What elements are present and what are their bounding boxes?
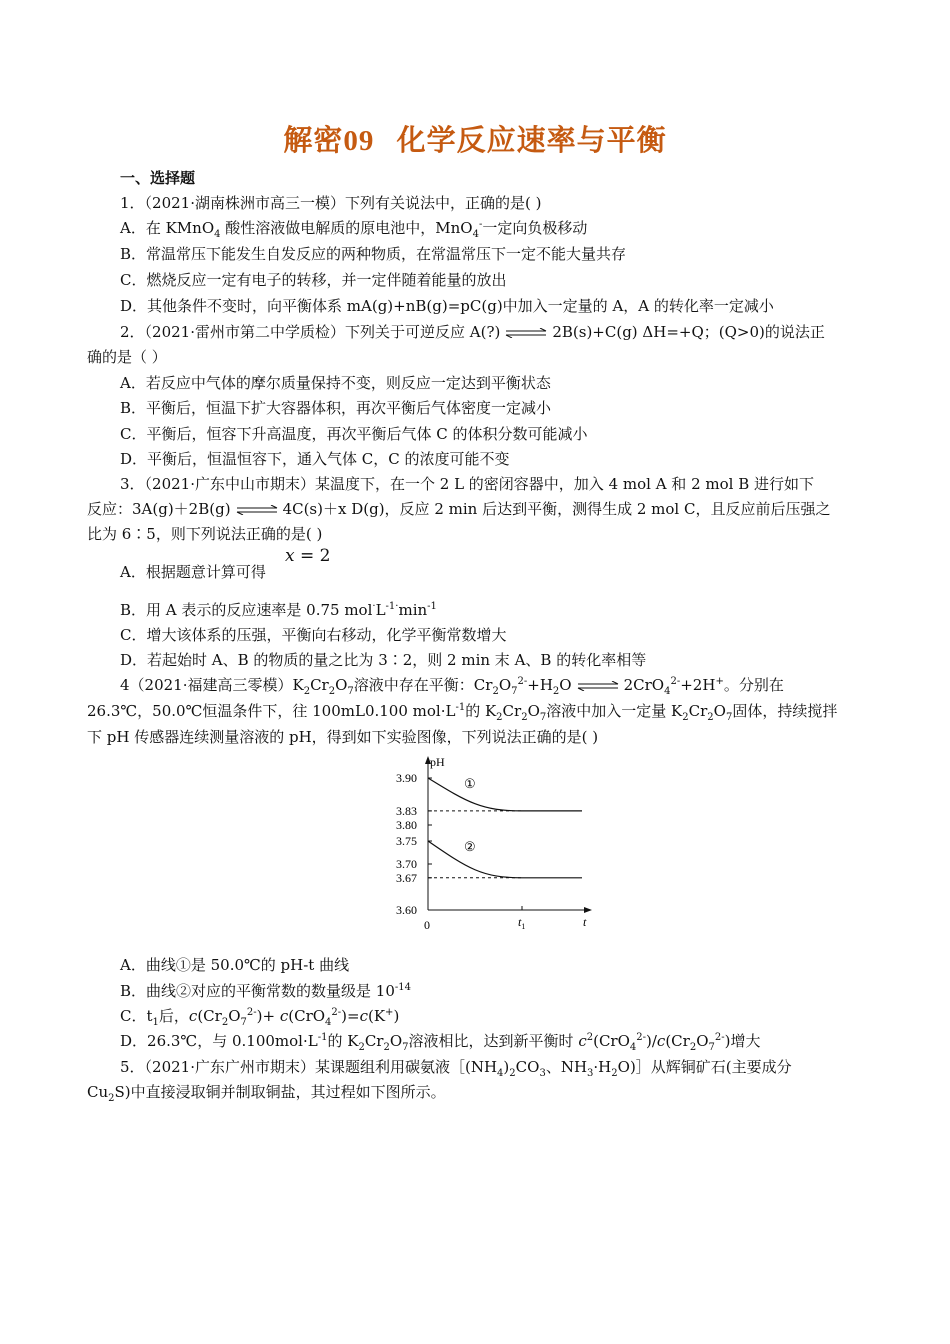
x-axis-label: t — [583, 915, 587, 929]
equilibrium-arrow-icon — [504, 328, 548, 338]
y-tick-label: 3.80 — [396, 818, 417, 832]
y-tick-label: 3.75 — [396, 834, 417, 848]
q3-option-b: B．用 A 表示的反应速率是 0.75 $mol^\cdot L^{-1\cdot}\min^{-1}$ — [120, 601, 437, 619]
q1-option-c: C．燃烧反应一定有电子的转移，并一定伴随着能量的放出 — [120, 271, 507, 289]
chart-axes — [425, 756, 592, 913]
q4-stem-line2: 26.3℃，50.0℃恒温条件下，往 100mL0.100 $mol\cdot L^{-1}$的 $K_2Cr_2O_7$溶液中加入一定量 $K_2Cr_2O_7$固体，持续搅拌 — [87, 702, 838, 723]
x-tick-label-t1: $t_1$ — [518, 915, 526, 931]
q4-stem-line3: 下 pH 传感器连续测量溶液的 pH，得到如下实验图像，下列说法正确的是( ) — [87, 728, 599, 746]
q1-option-a: A．在 KMnO$_4$ 酸性溶液做电解质的原电池中，MnO$_4$-一定向负极移动 — [120, 219, 588, 240]
q2-stem: 2．（2021·雷州市第二中学质检）下列关于可逆反应 A(?) 2B(s)+C(g) ΔH=+Q；(Q>0)的说法正 — [120, 323, 825, 341]
page-title: 解密09 化学反应速率与平衡 — [283, 123, 667, 157]
y-tick-label: 3.67 — [396, 870, 417, 885]
curve-label-2: ② — [464, 839, 476, 854]
q5-stem-line2: $Cu_2S$)中直接浸取铜并制取铜盐，其过程如下图所示。 — [87, 1083, 446, 1104]
q1-option-b: B．常温常压下能发生自发反应的两种物质，在常温常压下一定不能大量共存 — [120, 245, 627, 263]
y-axis-label: pH — [430, 755, 445, 769]
q4-option-d: D．26.3℃，与 $0.100mol\cdot L^{-1}$的 $K_2Cr_2O_7$溶液相比，达到新平衡时 $c^2(CrO_4^{2-})/c(Cr_2O_7^{2-})$增大 — [120, 1032, 761, 1053]
curve-label-1: ① — [464, 776, 476, 791]
q3-option-c: C．增大该体系的压强，平衡向右移动，化学平衡常数增大 — [120, 626, 507, 644]
q4-stem: 4（2021·福建高三零模）$K_2Cr_2O_7$溶液中存在平衡：$Cr_2O_7^{2-}+H_2O$ 2CrO$_4^{2-}$+2H+。分别在 — [120, 676, 784, 697]
q2-option-a: A．若反应中气体的摩尔质量保持不变，则反应一定达到平衡状态 — [120, 374, 551, 392]
curve-series-2 — [428, 841, 582, 878]
y-tick-label: 3.60 — [396, 903, 417, 917]
q4-option-b: B．曲线②对应的平衡常数的数量级是 $10^{-14}$ — [120, 982, 411, 1000]
x-axis-arrow — [584, 907, 592, 913]
equilibrium-arrow-icon — [576, 681, 620, 691]
q2-stem-cont: 确的是（ ） — [87, 348, 167, 366]
q3-option-a: A．根据题意计算可得 — [120, 563, 266, 581]
chart-curves — [428, 776, 582, 878]
q1-option-d: D．其他条件不变时，向平衡体系 mA(g)+nB(g)=pC(g)中加入一定量的 A，A 的转化率一定减小 — [120, 297, 774, 315]
q2-option-d: D．平衡后，恒温恒容下，通入气体 C，C 的浓度可能不变 — [120, 450, 510, 468]
chart-y-ticks — [396, 771, 432, 917]
q2-option-c: C．平衡后，恒容下升高温度，再次平衡后气体 C 的体积分数可能减小 — [120, 425, 588, 443]
ph-time-chart — [360, 748, 620, 948]
q3-option-d: D．若起始时 A、B 的物质的量之比为 3∶2，则 2 min 末 A、B 的转化率相等 — [120, 651, 647, 669]
q4-option-c: C．$t_1$后，$c(Cr_2O_7^{2-})+ c(CrO_4^{2-})=c(K^+)$ — [120, 1007, 400, 1028]
y-tick-label: 3.83 — [396, 803, 417, 818]
q5-stem: 5．（2021·广东广州市期末）某课题组利用碳氨液$[(NH_4)_2CO_3$、$NH_3\cdot H_2O)]$从辉铜矿石(主要成分 — [120, 1058, 792, 1079]
q3-stem-line3: 比为 6∶5，则下列说法正确的是( ) — [87, 525, 323, 543]
q3-math-expression: x = 2 — [285, 546, 331, 566]
equilibrium-arrow-icon — [235, 505, 279, 515]
y-tick-label: 3.70 — [396, 857, 417, 871]
section-heading: 一、选择题 — [120, 169, 196, 187]
curve-series-1 — [428, 778, 582, 811]
q2-option-b: B．平衡后，恒温下扩大容器体积，再次平衡后气体密度一定减小 — [120, 399, 552, 417]
x-origin-label: 0 — [424, 918, 430, 932]
y-tick-label: 3.90 — [396, 771, 417, 785]
q1-stem: 1．（2021·湖南株洲市高三一模）下列有关说法中，正确的是( ) — [120, 194, 542, 212]
q4-option-a: A．曲线①是 50.0℃的 pH-t 曲线 — [120, 956, 350, 974]
q3-stem-line2: 反应：3A(g)＋2B(g) 4C(s)＋x D(g)，反应 2 min 后达到平衡，测得生成 2 mol C，且反应前后压强之 — [87, 500, 831, 518]
q3-stem: 3．（2021·广东中山市期末）某温度下，在一个 2 L 的密闭容器中，加入 4 mol A 和 2 mol B 进行如下 — [120, 475, 814, 493]
